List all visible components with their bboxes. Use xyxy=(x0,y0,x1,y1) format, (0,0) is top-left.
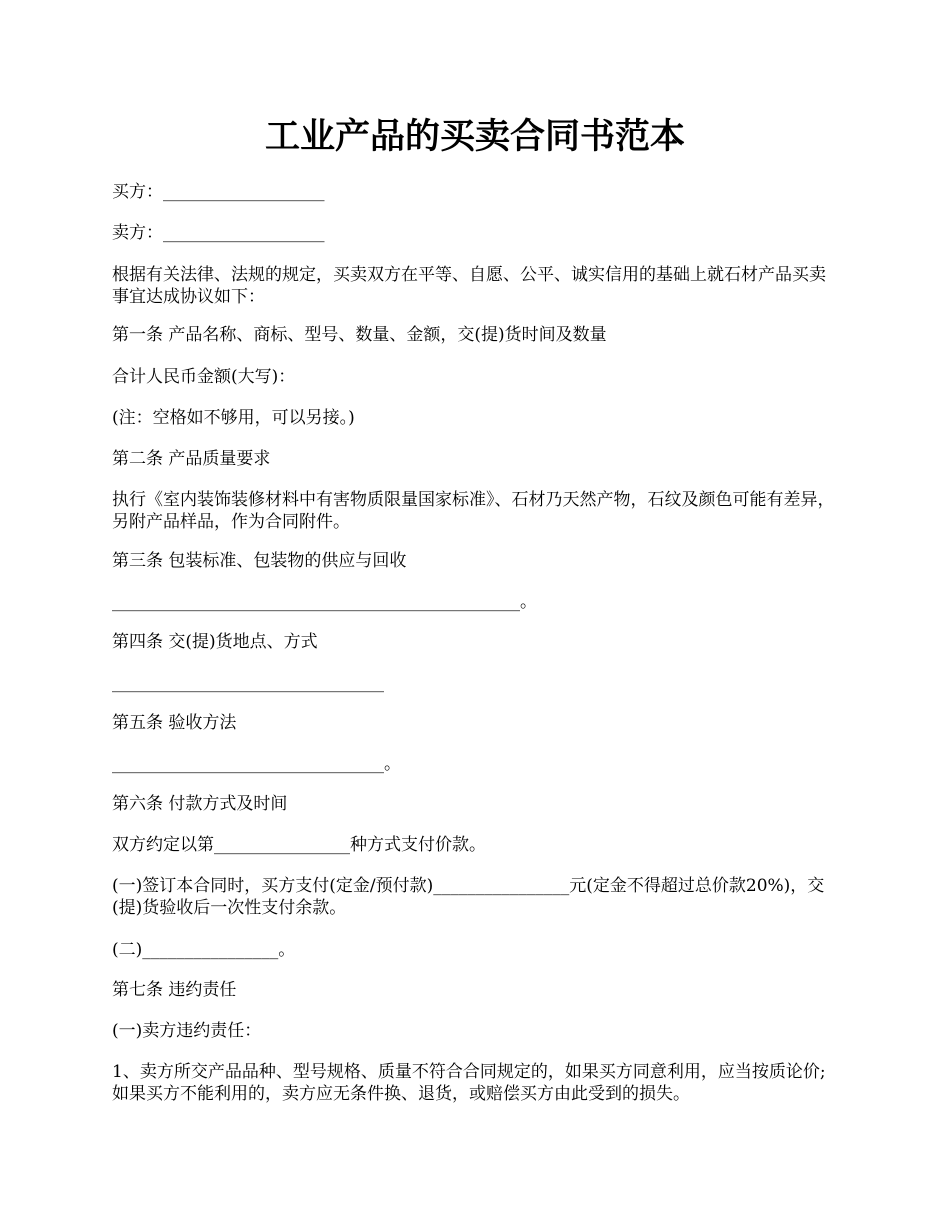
seller-line: 卖方：___________________ xyxy=(112,223,325,243)
document-title: 工业产品的买卖合同书范本 xyxy=(264,116,685,157)
payment-method-line: 双方约定以第________________种方式支付价款。 xyxy=(112,835,486,855)
buyer-line: 买方：___________________ xyxy=(112,182,325,202)
article-1-heading: 第一条 产品名称、商标、型号、数量、金额，交(提)货时间及数量 xyxy=(112,325,607,345)
payment-clause-1: (一)签订本合同时，买方支付(定金/预付款)________________元(定金不得超过总价款20%)，交(提)货验收后一次性支付余款。 xyxy=(112,876,825,918)
inspection-blank-line: ________________________________。 xyxy=(112,754,401,774)
delivery-blank-line: ________________________________ xyxy=(112,673,384,693)
article-7-heading: 第七条 违约责任 xyxy=(112,980,237,1000)
seller-liability-heading: (一)卖方违约责任： xyxy=(112,1021,262,1041)
seller-liability-clause-1: 1、卖方所交产品品种、型号规格、质量不符合合同规定的，如果买方同意利用，应当按质论价;如果买方不能利用的，卖方应无条件换、退货，或赔偿买方由此受到的损失。 xyxy=(112,1062,826,1104)
preamble-paragraph: 根据有关法律、法规的规定，买卖双方在平等、自愿、公平、诚实信用的基础上就石材产品买卖事宜达成协议如下： xyxy=(112,265,826,307)
article-4-heading: 第四条 交(提)货地点、方式 xyxy=(112,632,318,652)
article-5-heading: 第五条 验收方法 xyxy=(112,713,237,733)
article-2-heading: 第二条 产品质量要求 xyxy=(112,449,271,469)
payment-clause-2: (二)________________。 xyxy=(112,940,296,960)
note-line: (注：空格如不够用，可以另接。) xyxy=(112,408,355,428)
article-6-heading: 第六条 付款方式及时间 xyxy=(112,794,288,814)
quality-paragraph: 执行《室内装饰装修材料中有害物质限量国家标准》、石材乃天然产物，石纹及颜色可能有差异，另附产品样品，作为合同附件。 xyxy=(112,490,835,532)
total-amount-line: 合计人民币金额(大写)： xyxy=(112,367,296,387)
article-3-heading: 第三条 包装标准、包装物的供应与回收 xyxy=(112,551,407,571)
packaging-blank-line: ________________________________________________。 xyxy=(112,592,537,612)
